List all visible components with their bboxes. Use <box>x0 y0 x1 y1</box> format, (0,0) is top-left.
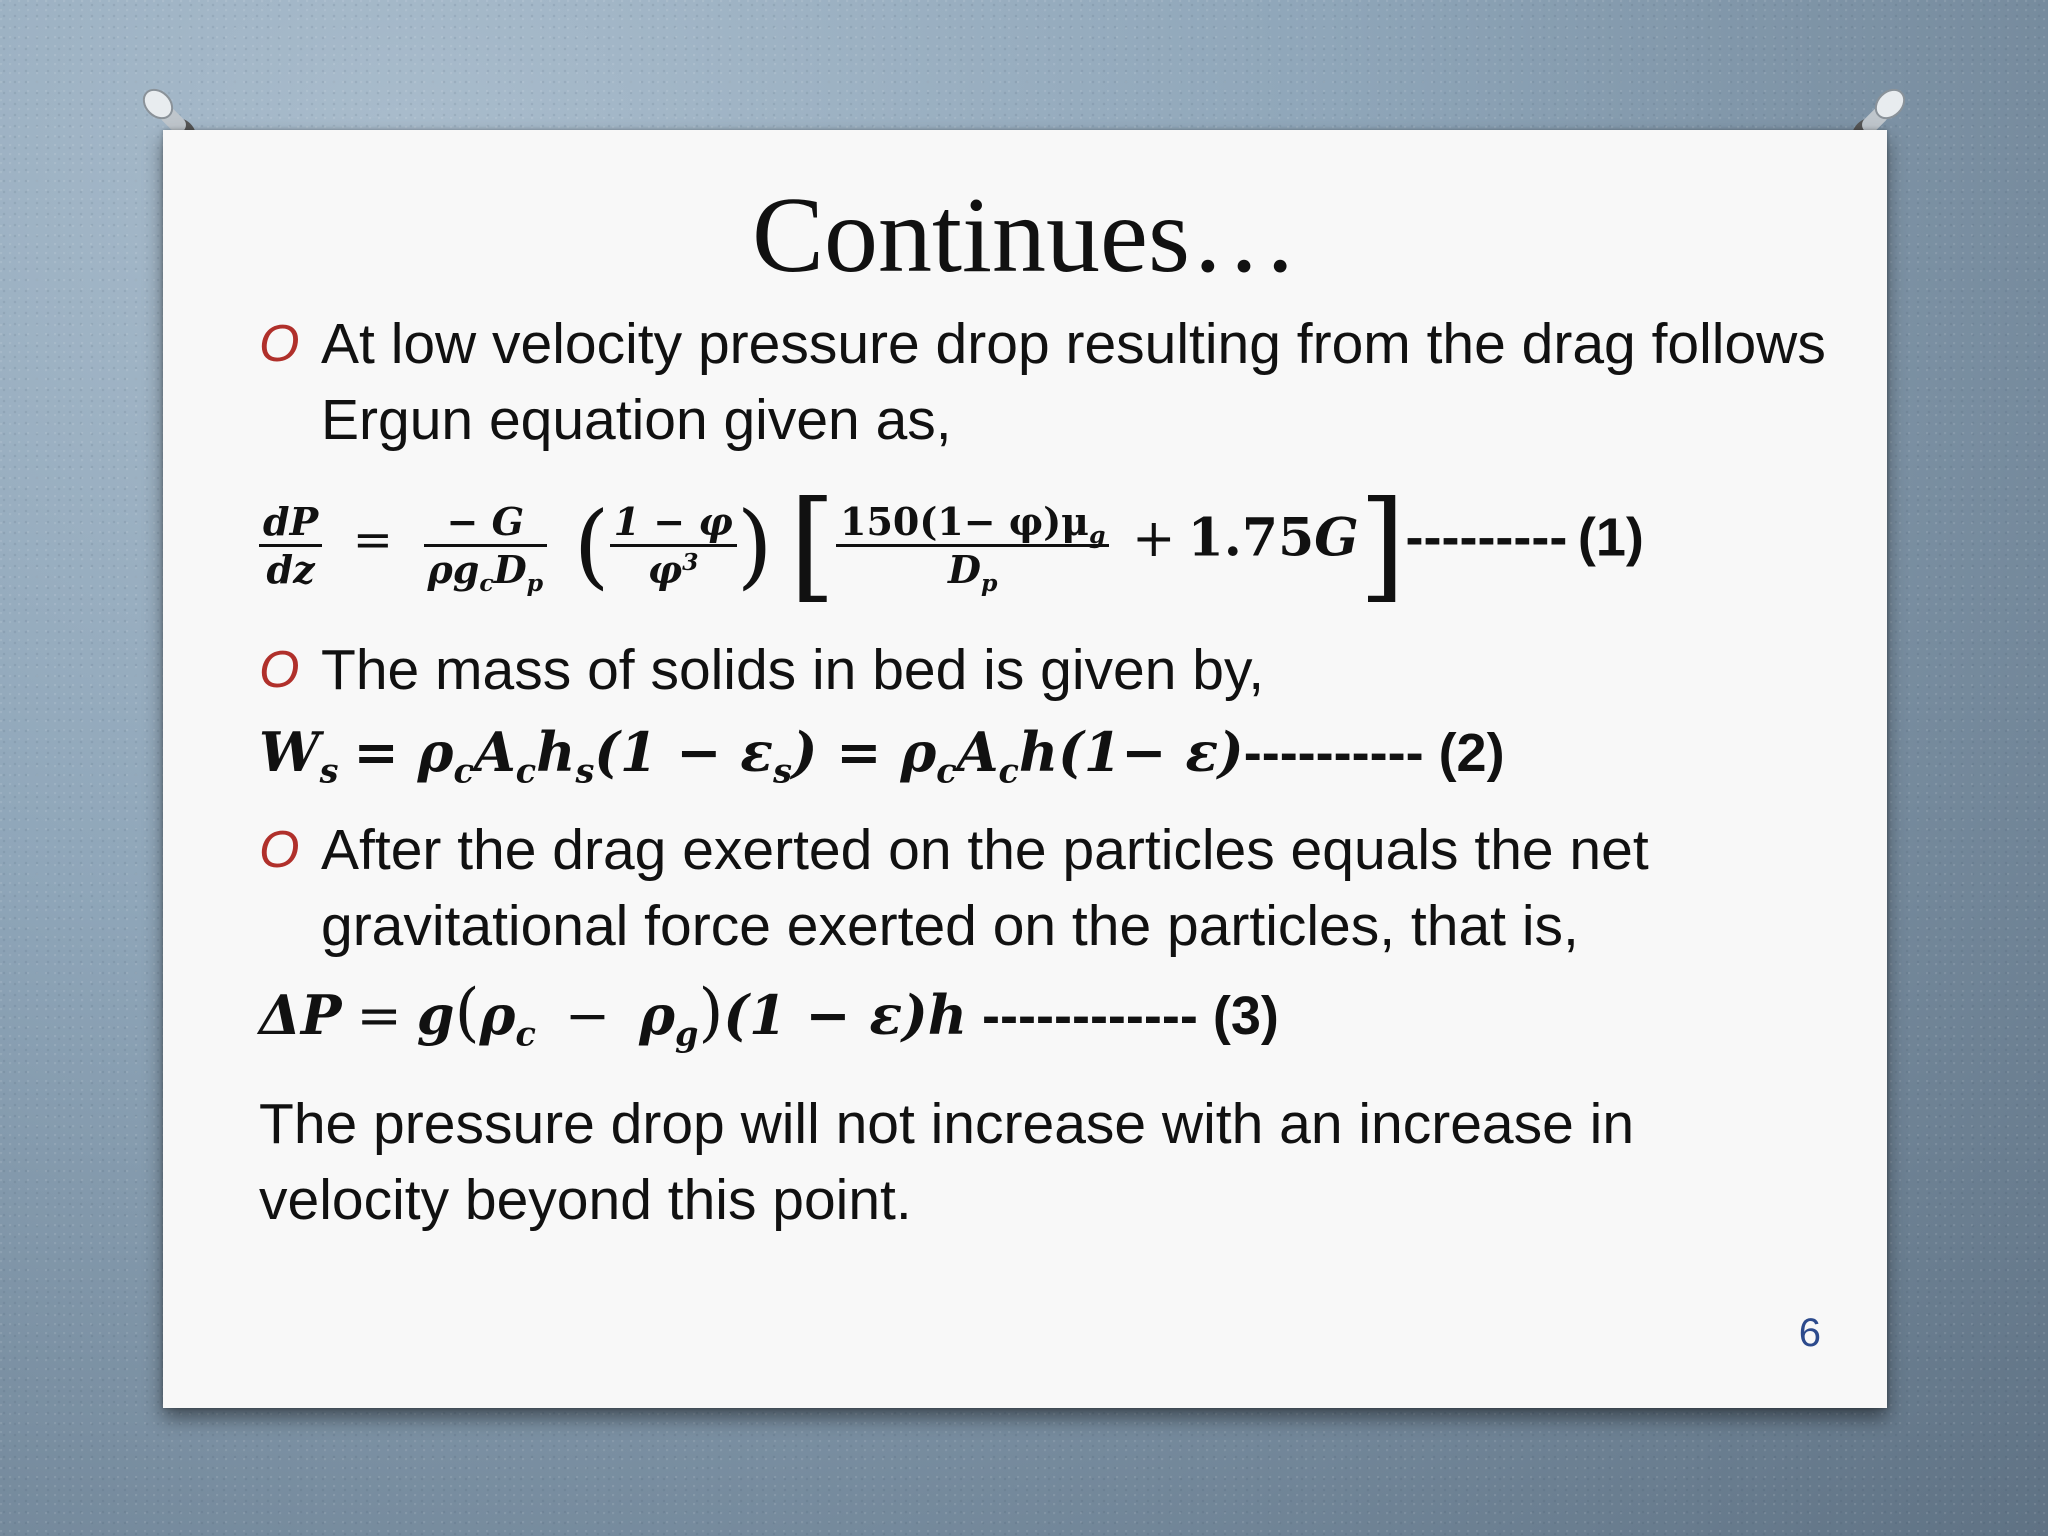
bullet-marker: O <box>259 821 300 879</box>
equation-3: $\Delta P = g(\rho_c - \rho_g)(1 - \varepsilon)h$ ------------ (3) <box>259 976 1279 1054</box>
bullet-3 <box>259 812 1839 964</box>
eq1-lhs-fraction: $\frac{dP}{dz}$ <box>259 499 322 592</box>
page-number: 6 <box>1798 1311 1821 1355</box>
bullet-text: At low velocity pressure drop resulting from the drag follows Ergun equation given as, <box>321 312 1826 452</box>
closing-text: The pressure drop will not increase with an increase in velocity beyond this point. <box>259 1092 1635 1232</box>
bullet-2 <box>259 632 1839 708</box>
slide <box>163 130 1887 1408</box>
eq1-fraction-phi: $\frac{1 - \varphi}{\varphi^3}$ <box>610 499 737 592</box>
bullet-marker: O <box>259 315 300 373</box>
bullet-text: After the drag exerted on the particles equals the net gravitational force exerted on the particles, that is, <box>321 818 1649 958</box>
equation-1: $\frac{dP}{dz}$ = $\frac{- G}{\rho g_cD_p}$ ( $\frac{1 - \varphi}{\varphi^3}$ ) [ $\frac{150(1- \varphi)\mu_g}{D_p}$ + 1.75G]--------- (1) <box>259 476 1644 615</box>
bullet-text: The mass of solids in bed is given by, <box>321 638 1265 702</box>
slide-title: Continues… <box>751 176 1298 295</box>
eq1-fraction-g: $\frac{- G}{\rho g_cD_p}$ <box>424 499 548 592</box>
bullet-marker: O <box>259 641 300 699</box>
equation-2: $W_s = \rho_cA_ch_s(1 - \varepsilon_s) = \rho_cA_ch(1- \varepsilon)----------$ (2) <box>259 720 1505 791</box>
bullet-1 <box>259 306 1839 458</box>
eq1-fraction-150: $\frac{150(1- \varphi)\mu_g}{D_p}$ <box>836 499 1109 592</box>
